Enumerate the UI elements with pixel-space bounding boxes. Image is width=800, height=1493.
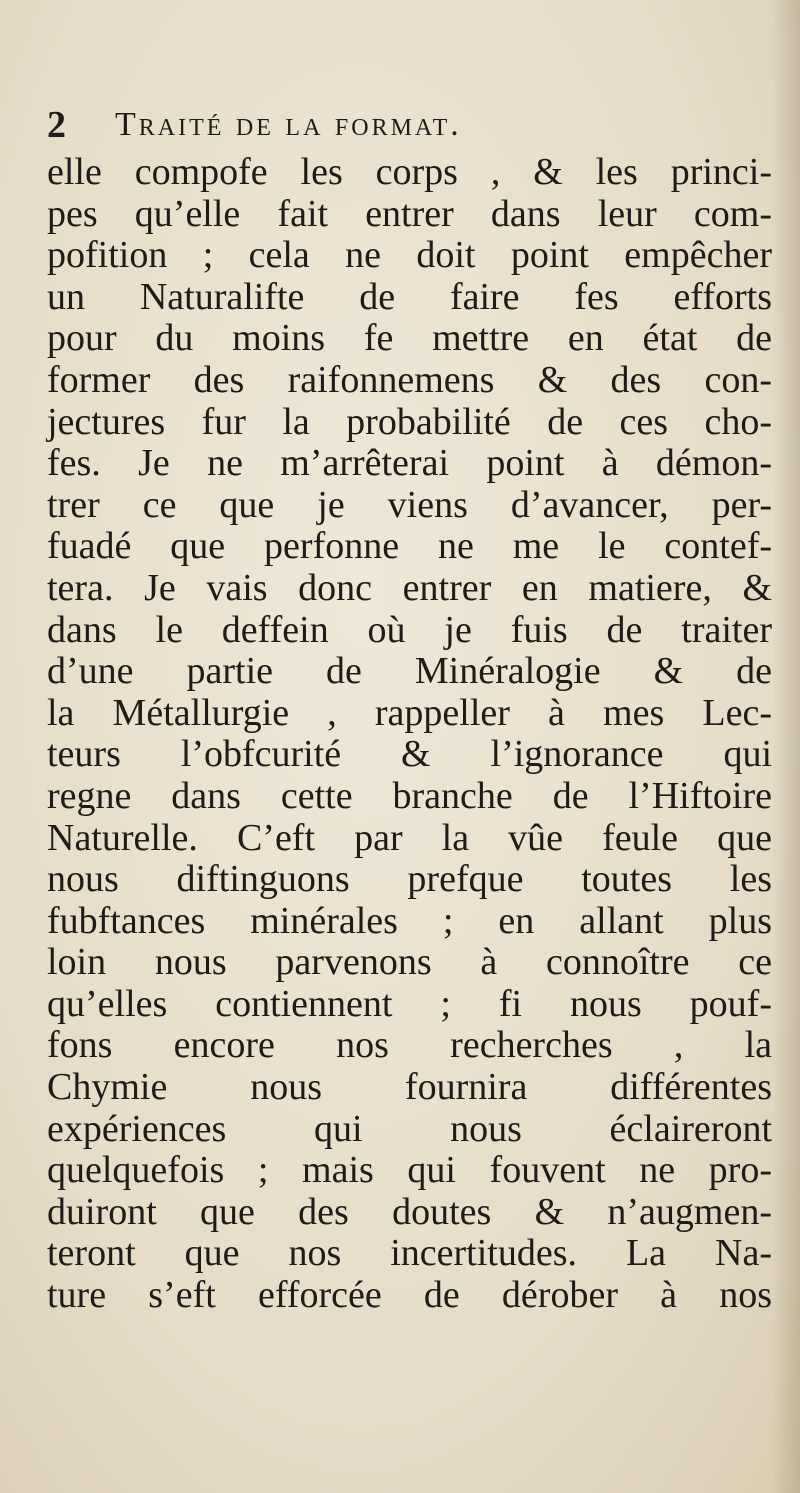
- running-head: [47, 100, 767, 150]
- text-line: duiront que des doutes & n’augmen-: [47, 1190, 772, 1233]
- running-title: Traité de la format.: [115, 106, 462, 143]
- text-line: pes qu’elle fait entrer dans leur com-: [47, 192, 772, 235]
- text-line: regne dans cette branche de l’Hiftoire: [47, 774, 772, 817]
- text-line: former des raifonnemens & des con-: [47, 358, 772, 401]
- text-line: Chymie nous fournira différentes: [47, 1066, 772, 1109]
- text-line: quelquefois ; mais qui fouvent ne pro-: [47, 1149, 772, 1192]
- text-line: teront que nos incertitudes. La Na-: [47, 1232, 772, 1275]
- text-line: elle compofe les corps , & les princi-: [47, 151, 772, 193]
- text-line: fubftances minérales ; en allant plus: [47, 899, 772, 942]
- body-text: [47, 152, 772, 1317]
- page-number: 2: [47, 104, 66, 146]
- text-line: nous diftinguons prefque toutes les: [47, 858, 772, 901]
- text-line: qu’elles contiennent ; fi nous pouf-: [47, 982, 772, 1025]
- text-line: d’une partie de Minéralogie & de: [47, 650, 772, 693]
- text-line: loin nous parvenons à connoître ce: [47, 941, 772, 984]
- text-line: ture s’eft efforcée de dérober à nos: [47, 1274, 772, 1317]
- text-line: jectures fur la probabilité de ces cho-: [47, 400, 772, 443]
- text-line: pofition ; cela ne doit point empêcher: [47, 234, 772, 277]
- text-line: Naturelle. C’eft par la vûe feule que: [47, 816, 772, 859]
- text-line: fons encore nos recherches , la: [47, 1024, 772, 1067]
- text-line: tera. Je vais donc entrer en matiere, &: [47, 566, 772, 609]
- text-line: fes. Je ne m’arrêterai point à démon-: [47, 442, 772, 485]
- text-line: fuadé que perfonne ne me le contef-: [47, 525, 772, 568]
- page-edge-shadow: [772, 0, 800, 1493]
- text-line: trer ce que je viens d’avancer, per-: [47, 483, 772, 526]
- text-line: la Métallurgie , rappeller à mes Lec-: [47, 691, 772, 734]
- text-line: un Naturalifte de faire fes efforts: [47, 275, 772, 318]
- text-line: teurs l’obfcurité & l’ignorance qui: [47, 733, 772, 776]
- text-line: expériences qui nous éclaireront: [47, 1107, 772, 1150]
- text-line: pour du moins fe mettre en état de: [47, 317, 772, 360]
- text-line: dans le deffein où je fuis de traiter: [47, 608, 772, 651]
